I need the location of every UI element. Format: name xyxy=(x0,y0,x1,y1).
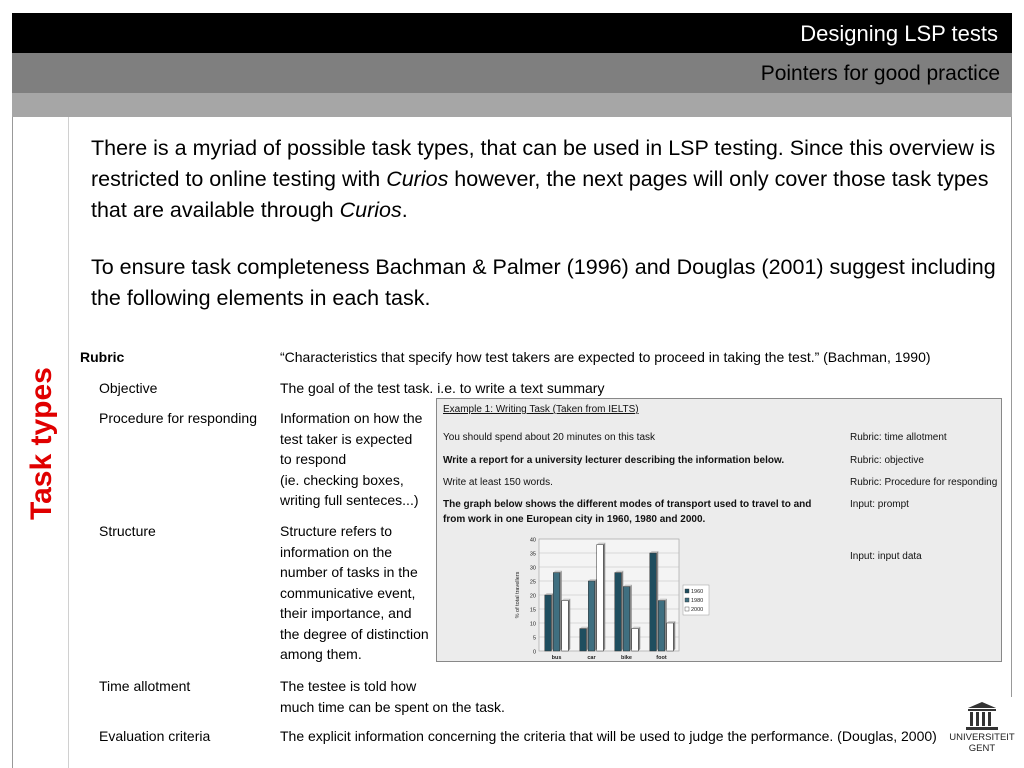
example-title: Example 1: Writing Task (Taken from IELTS) xyxy=(443,404,639,415)
bar-side xyxy=(621,571,623,651)
rubric-desc: “Characteristics that specify how test takers are expected to proceed in taking the test.” (Bachman, 1990) xyxy=(280,349,931,365)
structure-label: Structure xyxy=(99,523,156,539)
legend-swatch-1960 xyxy=(685,589,689,593)
example-note-1: Rubric: time allotment xyxy=(850,432,947,443)
procedure-label: Procedure for responding xyxy=(99,410,257,426)
example-line-2: Write a report for a university lecturer describing the information below. xyxy=(443,455,785,466)
university-logo xyxy=(944,700,1020,764)
logo-text-line-1: UNIVERSITEIT xyxy=(949,732,1015,743)
x-tick-label: bike xyxy=(620,655,633,661)
x-tick-label: bus xyxy=(551,655,562,661)
top-margin xyxy=(0,0,1024,13)
bar-bike-1960 xyxy=(615,573,622,651)
frame-left-line xyxy=(12,117,13,768)
subtitle-bar xyxy=(12,53,1012,93)
bar-foot-1960 xyxy=(650,553,657,651)
slide-subtitle: Pointers for good practice xyxy=(760,62,1000,85)
bar-side xyxy=(665,599,667,651)
y-tick-label: 20 xyxy=(529,593,536,600)
objective-label: Objective xyxy=(99,380,158,396)
bar-side xyxy=(586,627,588,651)
example-line-4b: from work in one European city in 1960, 1980 and 2000. xyxy=(443,514,706,525)
y-tick-label: 30 xyxy=(529,565,536,572)
bar-foot-2000 xyxy=(667,623,674,651)
y-tick-label: 0 xyxy=(532,649,536,656)
example-line-1: You should spend about 20 minutes on this task xyxy=(443,432,656,443)
legend-label-1980: 1980 xyxy=(691,598,704,604)
bar-side xyxy=(656,551,658,651)
legend-label-2000: 2000 xyxy=(691,607,704,613)
bar-bike-1980 xyxy=(623,587,630,651)
y-axis-label: % of total travellers xyxy=(515,571,521,619)
intro-paragraph-2: To ensure task completeness Bachman & Palmer (1996) and Douglas (2001) suggest including the following elements in each task. xyxy=(91,255,996,310)
time-allotment-desc: The testee is told how much time can be spent on the task. xyxy=(280,678,505,715)
y-tick-label: 25 xyxy=(529,579,536,586)
y-tick-label: 5 xyxy=(532,635,536,642)
bar-bus-2000 xyxy=(562,601,569,651)
x-tick-label: car xyxy=(587,655,596,661)
bar-side xyxy=(560,571,562,651)
bar-bike-2000 xyxy=(632,629,639,651)
intro-text xyxy=(91,133,996,340)
bar-side xyxy=(638,627,640,651)
bar-side xyxy=(673,621,675,651)
example-note-2: Rubric: objective xyxy=(850,455,924,466)
evaluation-desc: The explicit information concerning the criteria that will be used to judge the performance. (Douglas, 2000) xyxy=(280,728,937,744)
bar-car-1960 xyxy=(580,629,587,651)
structure-desc: Structure refers to information on the number of tasks in the communicative event, their importance, and the degree of distinction among them. xyxy=(280,523,429,662)
y-tick-label: 40 xyxy=(529,537,536,544)
legend-swatch-1980 xyxy=(685,598,689,602)
bar-car-2000 xyxy=(597,545,604,651)
bar-side xyxy=(603,543,605,651)
y-tick-label: 10 xyxy=(529,621,536,628)
transport-bar-chart xyxy=(497,533,717,661)
y-tick-label: 35 xyxy=(529,551,536,558)
bar-side xyxy=(568,599,570,651)
evaluation-label: Evaluation criteria xyxy=(99,728,211,744)
bar-bus-1980 xyxy=(553,573,560,651)
legend-label-1960: 1960 xyxy=(691,589,704,595)
bar-side xyxy=(630,585,632,651)
y-tick-label: 15 xyxy=(529,607,536,614)
x-tick-label: foot xyxy=(656,655,667,661)
rubric-label: Rubric xyxy=(80,349,125,365)
bar-bus-1960 xyxy=(545,595,552,651)
building-icon xyxy=(944,700,1020,732)
slide-title: Designing LSP tests xyxy=(800,21,998,46)
example-note-4: Input: prompt xyxy=(850,499,909,510)
title-bar xyxy=(12,13,1012,53)
frame-right-line xyxy=(1011,117,1012,697)
bar-side xyxy=(595,579,597,651)
grey-band xyxy=(12,93,1012,117)
bar-foot-1980 xyxy=(658,601,665,651)
intro-paragraph-1: There is a myriad of possible task types, that can be used in LSP testing. Since this overview is restricted to online testing with Curios however, the next pages will only cover those task types that are available through Curios. xyxy=(91,136,996,222)
bar-side xyxy=(551,593,553,651)
sidebar-divider xyxy=(68,117,69,768)
legend-swatch-2000 xyxy=(685,607,689,611)
example-task-box xyxy=(436,398,1002,662)
objective-desc: The goal of the test task. i.e. to write a text summary xyxy=(280,380,605,396)
time-allotment-label: Time allotment xyxy=(99,678,191,694)
sidebar-title: Task types xyxy=(25,367,58,520)
example-line-3: Write at least 150 words. xyxy=(443,477,553,488)
example-note-3: Rubric: Procedure for responding xyxy=(850,477,998,488)
procedure-desc: Information on how the test taker is expected to respond (ie. checking boxes, writing full senteces...) xyxy=(280,410,423,508)
example-note-5: Input: input data xyxy=(850,551,922,562)
example-line-4a: The graph below shows the different modes of transport used to travel to and xyxy=(443,499,812,510)
bar-car-1980 xyxy=(588,581,595,651)
logo-text-line-2: GENT xyxy=(968,743,996,754)
